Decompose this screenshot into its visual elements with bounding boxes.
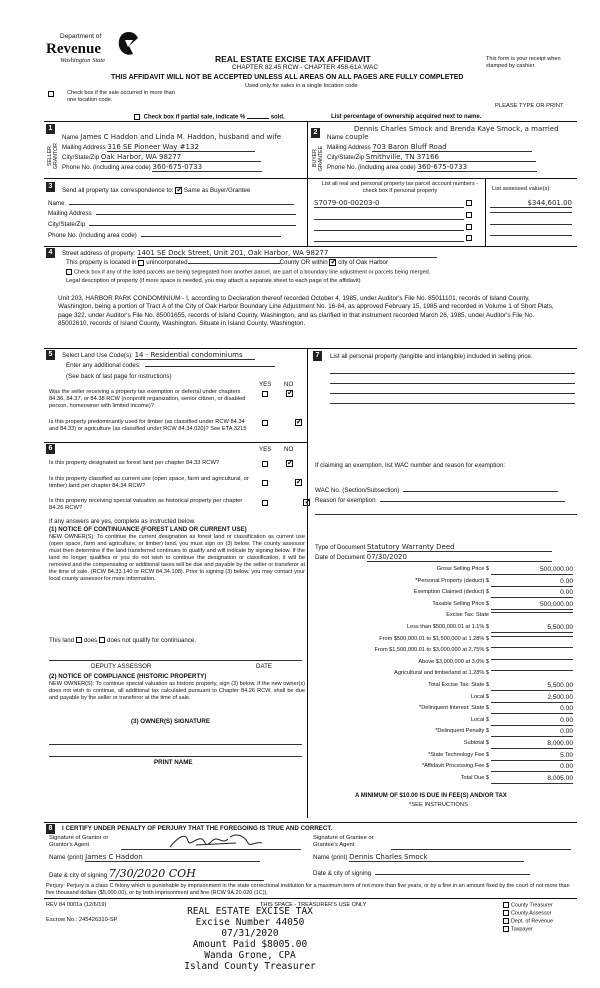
no-header-6: NO bbox=[284, 446, 294, 453]
qualify-does: does bbox=[83, 637, 98, 644]
legal-description[interactable]: Unit 203, HARBOR PARK CONDOMINIUM - I, according to Declaration thereof recorded October 4, 1985, under Auditor's File No. 85011101, records of Island County, Washington, being a portion of Tract A of the City of Oak Harbor Boundary Line Adjustment No. 16-84, as approved February 15, 1985 and recorded in Volume 1 of Short Plats, page 322, under Auditor's File No. 85001655, records of Island County, Washington, and as clarified in that instrument recorded March 26, 1985, under Auditor's File No. 85002610, records of Island County, Washington. Situate in Island County, Washington. bbox=[58, 295, 554, 328]
send-label: Send all property tax correspondence to: bbox=[62, 187, 174, 195]
s3-name-label: Name bbox=[48, 200, 65, 207]
grantor-signature[interactable] bbox=[166, 831, 266, 853]
reason-label: Reason for exemption bbox=[315, 497, 376, 504]
personal-property-label: List all personal property (tangible and intangible) included in selling price. bbox=[330, 353, 533, 360]
s3-mail-label: Mailing Address bbox=[48, 210, 92, 217]
county-label: County OR within bbox=[279, 259, 328, 267]
multi-location-check[interactable] bbox=[48, 90, 178, 103]
buyer-address[interactable]: 703 Baron Bluff Road bbox=[372, 143, 532, 152]
section-3-number: 3 bbox=[46, 182, 55, 192]
doc-date[interactable]: 07/30/2020 bbox=[367, 553, 552, 562]
fee-label: Above $3,000,000 at 3.0% $ bbox=[418, 658, 489, 665]
fee-value[interactable]: 500,000.00 bbox=[491, 601, 573, 610]
partial-sale-checkbox[interactable] bbox=[134, 114, 140, 120]
print-name-label: PRINT NAME bbox=[154, 759, 193, 766]
parcel-checkbox-3[interactable] bbox=[466, 224, 472, 230]
dor-logo bbox=[46, 33, 156, 73]
treasurer-use: THIS SPACE - TREASURER'S USE ONLY bbox=[260, 902, 367, 908]
buyer-name-label: Name bbox=[327, 134, 344, 141]
fee-label: Less than $500,000.01 at 1.1% $ bbox=[406, 624, 489, 630]
fee-value[interactable]: 8,005.00 bbox=[491, 775, 573, 784]
fee-row bbox=[313, 647, 575, 657]
copy-treasurer-checkbox[interactable] bbox=[503, 902, 509, 908]
buyer-city[interactable]: Smithville, TN 37166 bbox=[366, 153, 536, 162]
additional-codes-label: Enter any additional codes: bbox=[66, 362, 141, 369]
wac-label: WAC No. (Section/Subsection) bbox=[315, 487, 400, 494]
copy-dor: Dept. of Revenue bbox=[511, 918, 553, 925]
seller-addr-label: Mailing Address bbox=[62, 144, 106, 151]
fee-value[interactable]: 0.00 bbox=[491, 589, 573, 598]
copy-assessor: County Assessor bbox=[511, 910, 552, 917]
section-8 bbox=[46, 824, 576, 884]
fee-label: Agricultural and timberland at 1.28% $ bbox=[394, 670, 489, 677]
land-use-label: Select Land Use Code(s): bbox=[62, 352, 133, 359]
same-as-buyer-label: Same as Buyer/Grantee bbox=[183, 187, 251, 195]
q6-2-text: Is this property classified as current use (open space, farm and agricultural, or timber) land per chapter 84.34 RCW? bbox=[49, 476, 249, 489]
perjury-note: Perjury: Perjury is a class C felony which is punishable by imprisonment in the state correctional institution for a maximum term of not more than five years, or by a fine in an amount fixed by the court of not more than five thousand dollars ($5,000.00), or by both imprisonment and fine (RCW 9A.20.020 (1C)). bbox=[46, 883, 570, 896]
notice2-text: NEW OWNER(S): To continue special valuation as historic property, sign (3) below. If the new owner(s) does not wish to continue, all additional tax calculated pursuant to Chapter 84.26 RCW, shall be due and payable by the seller or transferor at the time of sale. bbox=[49, 681, 305, 701]
doc-type[interactable]: Statutory Warranty Deed bbox=[367, 543, 552, 552]
parcel-checkbox-2[interactable] bbox=[466, 212, 472, 218]
section-6-number: 6 bbox=[46, 444, 55, 454]
grantee-sig-label: Signature of Grantee or Grantee's Agent bbox=[313, 835, 374, 848]
seller-city-label: City/State/Zip bbox=[62, 154, 100, 161]
fee-value[interactable] bbox=[491, 612, 573, 613]
section-1-number: 1 bbox=[46, 124, 55, 134]
seller-side-label: SELLER GRANTOR bbox=[47, 143, 60, 169]
segregated-checkbox[interactable] bbox=[66, 269, 72, 275]
buyer-name-line1[interactable]: Dennis Charles Smock and Brenda Kaye Smock, a married bbox=[354, 125, 559, 133]
land-use-code[interactable]: 14 - Residential condominiums bbox=[135, 351, 255, 360]
notice2-title: (2) NOTICE OF COMPLIANCE (HISTORIC PROPERTY) bbox=[49, 673, 207, 680]
section-2 bbox=[311, 124, 577, 176]
fee-row bbox=[313, 682, 575, 692]
section-3 bbox=[46, 182, 304, 244]
legal-label: Legal description of property (if more space is needed, you may attach a separate sheet to each page of the affidavit) bbox=[66, 278, 361, 284]
q5-2-yes[interactable] bbox=[262, 420, 268, 426]
please-type: PLEASE TYPE OR PRINT bbox=[495, 103, 564, 109]
grantee-print-name[interactable]: Dennis Charles Smock bbox=[349, 853, 524, 862]
yes-header-5: YES bbox=[259, 381, 272, 388]
q5-1-yes[interactable] bbox=[262, 391, 268, 397]
qualify-does-not: does not qualify for continuance. bbox=[107, 637, 197, 644]
fee-row bbox=[313, 752, 575, 762]
qualify-label: This land bbox=[49, 637, 75, 644]
fee-value[interactable] bbox=[491, 659, 573, 660]
fee-label: *Personal Property (deduct) $ bbox=[415, 577, 489, 584]
stamp-line-2: Excise Number 44050 bbox=[195, 916, 305, 928]
fee-value[interactable]: 8,000.00 bbox=[491, 740, 573, 749]
parcel-personal-checkbox[interactable] bbox=[466, 200, 472, 206]
if-yes-note: If any answers are yes, complete as instructed below. bbox=[49, 518, 196, 525]
form-chapter: CHAPTER 82.45 RCW - CHAPTER 458-61A WAC bbox=[232, 64, 379, 71]
fee-row bbox=[313, 717, 575, 727]
buyer-phone-label: Phone No. (including area code) bbox=[327, 164, 416, 171]
copy-distribution bbox=[503, 902, 553, 934]
buyer-city-label: City/State/Zip bbox=[327, 154, 365, 161]
section-1 bbox=[46, 124, 304, 176]
q6-3-yes[interactable] bbox=[262, 500, 268, 506]
q6-3-no[interactable] bbox=[303, 499, 310, 506]
fee-value[interactable]: 5,500.00 bbox=[491, 624, 573, 633]
fee-table bbox=[313, 566, 575, 806]
unincorporated-label: unincorporated bbox=[146, 259, 188, 267]
section-4 bbox=[46, 248, 576, 344]
buyer-addr-label: Mailing Address bbox=[327, 144, 371, 151]
city-of-checkbox[interactable] bbox=[329, 259, 336, 266]
fee-row bbox=[313, 728, 575, 738]
qualify-does-checkbox[interactable] bbox=[76, 637, 82, 643]
fee-value[interactable]: 5.00 bbox=[491, 752, 573, 761]
fee-label: Exemption Claimed (deduct) $ bbox=[413, 589, 489, 596]
fee-value[interactable]: 0.00 bbox=[491, 728, 573, 737]
buyer-side-label: BUYER GRANTEE bbox=[312, 145, 325, 171]
grantor-date-label: Date & city of signing bbox=[49, 872, 108, 879]
q6-1-yes[interactable] bbox=[262, 461, 268, 467]
fee-minimum: A MINIMUM OF $10.00 IS DUE IN FEE(S) AND/OR TAX bbox=[355, 793, 507, 799]
stamp-line-5: Wanda Grone, CPA bbox=[204, 949, 296, 961]
fee-label: Local $ bbox=[470, 716, 489, 723]
doc-date-label: Date of Document bbox=[315, 554, 365, 561]
q6-1-text: Is this property designated as forest land per chapter 84.33 RCW? bbox=[49, 460, 220, 466]
form-warning: THIS AFFIDAVIT WILL NOT BE ACCEPTED UNLESS ALL AREAS ON ALL PAGES ARE FULLY COMPLETED bbox=[111, 74, 464, 81]
fee-label: Total Excise Tax: State $ bbox=[428, 682, 489, 688]
fee-value[interactable]: 0.00 bbox=[491, 705, 573, 714]
fee-label: Taxable Selling Price $ bbox=[432, 600, 489, 607]
seller-city[interactable]: Oak Harbor, WA 98277 bbox=[101, 153, 261, 162]
rev-number: REV 84 0001a (12/6/19) bbox=[46, 902, 107, 908]
fee-row bbox=[313, 763, 575, 773]
section-2-number: 2 bbox=[311, 128, 320, 138]
ownership-note: List percentage of ownership acquired next to name. bbox=[331, 114, 482, 120]
fee-row bbox=[313, 601, 575, 611]
fee-row bbox=[313, 624, 575, 634]
fee-row bbox=[313, 775, 575, 785]
city-of-label: city of Oak Harbor bbox=[338, 259, 389, 267]
fee-row bbox=[313, 659, 575, 669]
q5-1-text: Was the seller receiving a property tax exemption or deferral under chapters 84.36, 84.37, or 84.38 RCW (nonprofit organization, senior citizen, or disabled person, homeowner with limited income)? bbox=[49, 389, 246, 409]
same-as-buyer-checkbox[interactable] bbox=[175, 187, 182, 194]
fee-value[interactable] bbox=[491, 647, 573, 648]
escrow-number: Escrow No.: 245426310-SP bbox=[46, 917, 118, 923]
grantee-date-label: Date & city of signing bbox=[313, 870, 372, 877]
q5-2-no[interactable] bbox=[295, 419, 302, 426]
stamp-line-4: Amount Paid $8005.00 bbox=[192, 938, 308, 950]
deputy-date: DATE bbox=[256, 663, 273, 670]
partial-sale-label: Check box if partial sale, indicate % bbox=[143, 114, 246, 121]
stamp-line-3: 07/31/2020 bbox=[221, 927, 279, 939]
segregated-label: Check box if any of the listed parcels are being segregated from another parcel, are part of a boundary line adjustment or parcels being merged. bbox=[74, 269, 431, 276]
dept-line1: Department of bbox=[60, 33, 102, 40]
seller-phone-label: Phone No. (including area code) bbox=[62, 164, 151, 171]
fee-value[interactable] bbox=[491, 636, 573, 637]
fee-row bbox=[313, 589, 575, 599]
section-8-number: 8 bbox=[46, 824, 55, 834]
fee-label: Excise Tax: State bbox=[446, 612, 489, 619]
fee-label: *Delinquent Penalty $ bbox=[435, 728, 489, 735]
q6-2-no[interactable] bbox=[295, 479, 302, 486]
q6-1-no[interactable] bbox=[286, 460, 293, 467]
qualify-does-not-checkbox[interactable] bbox=[99, 637, 105, 643]
seller-name[interactable]: James C Haddon and Linda M. Haddon, husband and wife bbox=[80, 133, 282, 141]
fee-label: Gross Selling Price $ bbox=[436, 566, 489, 572]
copy-assessor-checkbox[interactable] bbox=[503, 910, 509, 916]
fee-row bbox=[313, 705, 575, 715]
partial-sale-sold: sold. bbox=[270, 114, 285, 121]
multi-location-label: Check box if the sale occurred in more than one location code. bbox=[67, 90, 175, 103]
section-4-number: 4 bbox=[46, 248, 55, 258]
notice1-text: NEW OWNER(S): To continue the current designation as forest land or classification as current use (open space, farm and agriculture, or timber) land, you must sign on (3) below. The county assessor must then determine if the land transferred continues to qualify and will indicate by signing below. If the land no longer qualifies or you do not wish to continue the designation or classification, it will be removed and the compensating or additional taxes will be due and payable by the seller or transferor at the time of sale. (RCW 84.33.140 or RCW 84.34.108). Prior to signing (3) below, you may contact your local county assessor for more information. bbox=[49, 534, 305, 582]
fee-row bbox=[313, 612, 575, 622]
grantee-print-label: Name (print) bbox=[313, 854, 348, 861]
grantor-print-name[interactable]: James C Haddon bbox=[85, 853, 260, 862]
q5-1-no[interactable] bbox=[286, 390, 293, 397]
fee-value[interactable]: 0.00 bbox=[491, 763, 573, 772]
fee-row bbox=[313, 566, 575, 576]
notice1-title: (1) NOTICE OF CONTINUANCE (FOREST LAND OR CURRENT USE) bbox=[49, 526, 247, 533]
parcel-checkbox-4[interactable] bbox=[466, 235, 472, 241]
q6-2-yes[interactable] bbox=[262, 480, 268, 486]
fee-label: From $1,500,000.01 to $3,000,000 at 2.75% $ bbox=[374, 647, 489, 654]
fee-label: Total Due $ bbox=[460, 774, 489, 781]
fee-row bbox=[313, 670, 575, 680]
see-back-note: (See back of last page for instructions) bbox=[66, 373, 172, 380]
buyer-phone[interactable]: 360-675-0733 bbox=[417, 163, 537, 172]
fee-value[interactable]: 2,500.00 bbox=[491, 694, 573, 703]
receipt-note: This form is your receipt when stamped by cashier. bbox=[486, 56, 561, 69]
owner-signature-label: (3) OWNER(S) SIGNATURE bbox=[131, 718, 210, 725]
fee-value[interactable]: 0.00 bbox=[491, 717, 573, 726]
q6-3-text: Is this property receiving special valuation as historical property per chapter 84.26 RCW? bbox=[49, 498, 243, 511]
fee-row bbox=[313, 636, 575, 646]
fee-label: *Delinquent Interest: State $ bbox=[419, 705, 489, 712]
grantor-sig-label: Signature of Grantor or Grantor's Agent bbox=[49, 835, 109, 848]
yes-header-6: YES bbox=[259, 446, 272, 453]
form-title: REAL ESTATE EXCISE TAX AFFIDAVIT bbox=[215, 54, 371, 64]
multi-location-checkbox[interactable] bbox=[48, 91, 54, 97]
copy-taxpayer: Taxpayer bbox=[511, 926, 533, 933]
fee-value[interactable]: 0.00 bbox=[491, 578, 573, 587]
section-7-number: 7 bbox=[313, 351, 322, 361]
dept-line3: Washington State bbox=[60, 57, 106, 64]
fee-value[interactable]: 500,000.00 bbox=[491, 566, 573, 575]
s3-phone-label: Phone No. (including area code) bbox=[48, 232, 137, 239]
property-street[interactable]: 1401 SE Dock Street, Unit 201, Oak Harbor, WA 98277 bbox=[137, 249, 437, 258]
copy-dor-checkbox[interactable] bbox=[503, 918, 509, 924]
fee-label: *Affidavit Processing Fee $ bbox=[421, 763, 489, 770]
single-loc-note: Used only for sales in a single location code bbox=[245, 83, 358, 89]
copy-taxpayer-checkbox[interactable] bbox=[503, 926, 509, 932]
copy-treasurer: County Treasurer bbox=[511, 902, 553, 909]
fee-value[interactable]: 5,500.00 bbox=[491, 682, 573, 691]
assessed-header: List assessed value(s) bbox=[492, 186, 550, 192]
no-header-5: NO bbox=[284, 381, 294, 388]
unincorporated-checkbox[interactable] bbox=[138, 260, 144, 266]
dept-line2: Revenue bbox=[46, 41, 101, 57]
parcel-header: List all real and personal property tax parcel account numbers - check box if personal property bbox=[321, 181, 479, 194]
s3-city-label: City/State/Zip bbox=[48, 221, 86, 228]
grantor-date-city[interactable]: 7/30/2020 COH bbox=[109, 867, 264, 881]
buyer-name-line2[interactable]: couple bbox=[345, 133, 369, 141]
fee-label: Subtotal $ bbox=[463, 740, 489, 746]
exemption-label: If claiming an exemption, list WAC number and reason for exemption: bbox=[315, 462, 505, 469]
q5-2-text: Is this property predominantly used for timber (as classified under RCW 84.34 and 84.33) or agriculture (as classified under RCW 84.34.020)? See ETA 3215 bbox=[49, 419, 247, 432]
fee-label: *State Technology Fee $ bbox=[428, 751, 489, 758]
seller-name-label: Name bbox=[62, 134, 79, 141]
fee-value[interactable] bbox=[491, 670, 573, 671]
section-5 bbox=[46, 350, 304, 440]
section-6 bbox=[46, 444, 304, 819]
fee-label: From $500,000.01 to $1,500,000 at 1.28% $ bbox=[379, 635, 489, 642]
grantor-print-label: Name (print) bbox=[49, 854, 84, 861]
fee-row bbox=[313, 740, 575, 750]
wa-logo-mark bbox=[116, 30, 142, 58]
fee-row bbox=[313, 694, 575, 704]
seller-phone[interactable]: 360-675-0733 bbox=[152, 163, 262, 172]
stamp-line-6: Island County Treasurer bbox=[184, 960, 316, 972]
stamp-line-1: REAL ESTATE EXCISE TAX bbox=[187, 906, 313, 917]
treasurer-stamp bbox=[170, 907, 330, 973]
section-5-number: 5 bbox=[46, 350, 55, 360]
doc-type-label: Type of Document bbox=[315, 544, 366, 551]
parcel-number[interactable]: S7079-00-00203-0 bbox=[314, 199, 464, 208]
fee-row bbox=[313, 578, 575, 588]
certify-text: I CERTIFY UNDER PENALTY OF PERJURY THAT THE FOREGOING IS TRUE AND CORRECT. bbox=[62, 825, 333, 832]
seller-address[interactable]: 316 SE Pioneer Way #132 bbox=[107, 143, 255, 152]
street-label: Street address of property: bbox=[62, 250, 136, 257]
fee-see-instructions: *SEE INSTRUCTIONS bbox=[409, 802, 468, 808]
fee-label: Local $ bbox=[470, 693, 489, 700]
located-label: This property is located in bbox=[66, 259, 137, 267]
deputy-assessor: DEPUTY ASSESSOR bbox=[91, 663, 152, 670]
assessed-value[interactable]: $344,601.00 bbox=[490, 199, 572, 208]
